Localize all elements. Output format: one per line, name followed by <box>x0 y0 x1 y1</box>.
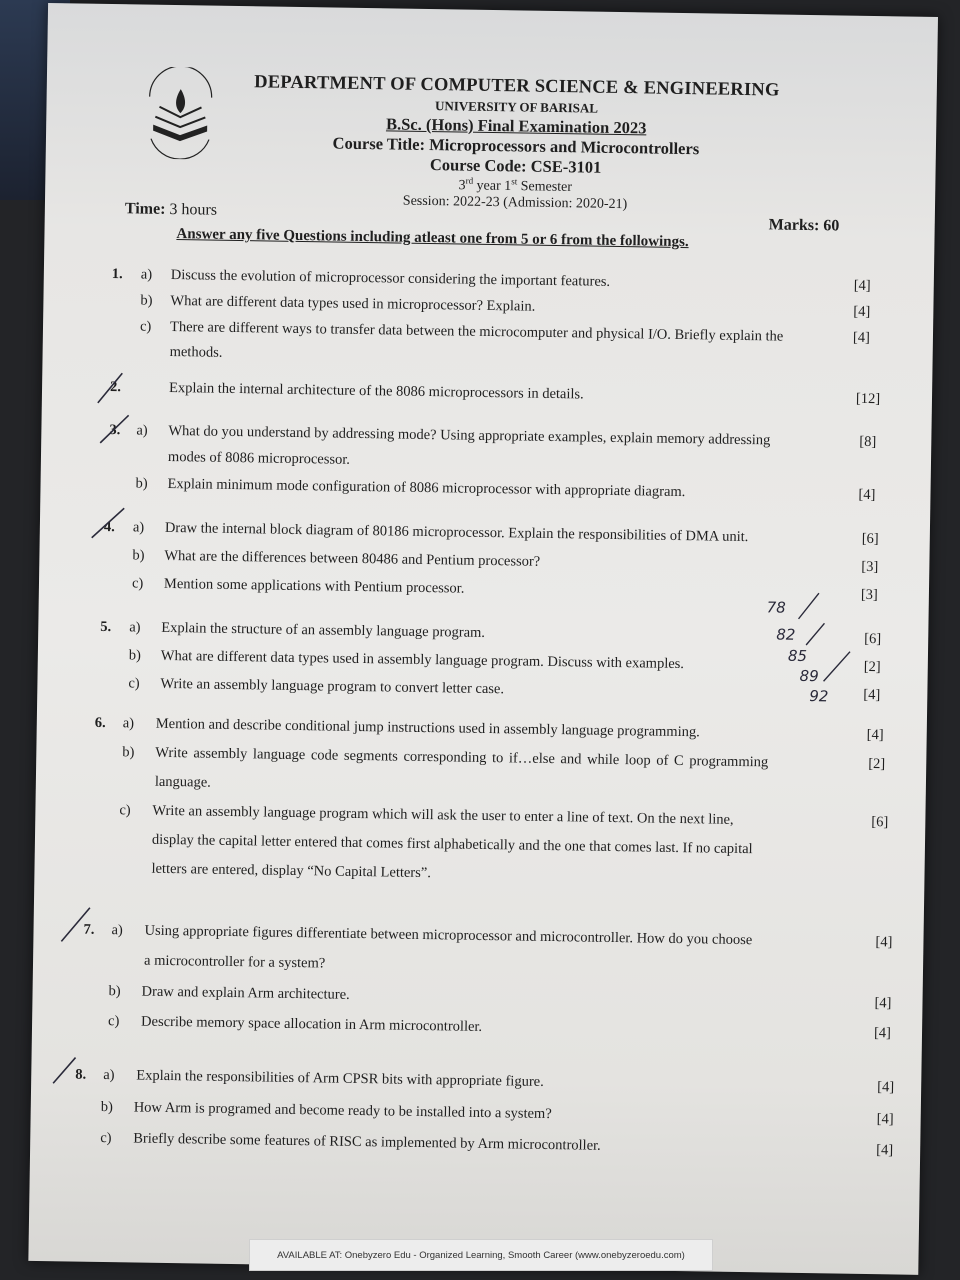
session: Session: 2022-23 (Admission: 2020-21) <box>402 193 628 212</box>
sub-label: a) <box>103 1067 115 1084</box>
sub-label: b) <box>135 475 148 492</box>
sub-label: c) <box>100 1129 112 1147</box>
sub-label: a) <box>122 715 135 732</box>
question-text: Mention some applications with Pentium processor. <box>163 575 465 597</box>
course-code: Course Code: CSE-3101 <box>429 155 602 177</box>
handwritten-tick-mark <box>55 903 100 948</box>
question-number: 1. <box>111 266 123 283</box>
question-number: 6. <box>94 714 106 732</box>
question-marks: [4] <box>866 726 884 744</box>
handwritten-note: 82 <box>776 625 796 644</box>
question-text-continued: methods. <box>169 343 223 361</box>
question-text: Using appropriate figures differentiate between microprocessor and microcontroller. How do you choose <box>144 922 753 949</box>
question-text-continued: modes of 8086 microprocessor. <box>167 448 351 468</box>
question-marks: [2] <box>868 755 886 773</box>
handwritten-tick-mark <box>96 409 137 450</box>
university-logo <box>141 66 220 159</box>
question-number: 7. <box>83 921 95 938</box>
question-text-continued: language. <box>154 773 211 791</box>
question-text: Draw the internal block diagram of 80186 microprocessor. Explain the responsibilities of DMA unit. <box>164 519 749 546</box>
question-text: What are the differences between 80486 and Pentium processor? <box>164 547 541 570</box>
question-marks: [4] <box>853 277 871 294</box>
sub-label: b) <box>100 1098 113 1116</box>
question-text: Explain the responsibilities of Arm CPSR bits with appropriate figure. <box>136 1067 544 1090</box>
question-text: Explain the internal architecture of the 8086 microprocessors in details. <box>168 379 584 403</box>
instruction: Answer any five Questions including atleast one from 5 or 6 from the followings. <box>176 226 689 251</box>
question-number: 8. <box>75 1066 87 1083</box>
sub-label: b) <box>132 547 145 564</box>
sub-label: a) <box>111 922 123 939</box>
question-text-continued: display the capital letter entered that comes first alphabetically and the one that comes last. If no capital <box>151 831 753 858</box>
sub-label: b) <box>122 744 135 761</box>
question-text: Write an assembly language program which will ask the user to enter a line of text. On the next line, <box>152 802 734 828</box>
question-text: There are different ways to transfer data between the microcomputer and physical I/O. Briefly explain the <box>169 318 784 345</box>
sub-label: c) <box>131 575 144 592</box>
question-marks: [4] <box>853 303 871 320</box>
question-text: How Arm is programed and become ready to be installed into a system? <box>133 1099 552 1123</box>
question-text: Write assembly language code segments corresponding to if…else and while loop of C programming <box>155 744 769 771</box>
handwritten-score-notes <box>757 584 869 706</box>
sub-label: b) <box>128 647 142 664</box>
question-number: 2. <box>109 379 122 396</box>
sub-label: c) <box>107 1013 120 1030</box>
question-marks: [4] <box>852 329 870 346</box>
sub-label: a) <box>132 519 145 536</box>
question-marks: [4] <box>858 486 876 504</box>
sub-label: c) <box>128 675 140 692</box>
sub-label: b) <box>140 292 153 309</box>
question-marks: [4] <box>874 995 892 1012</box>
question-text-continued: a microcontroller for a system? <box>143 952 326 972</box>
exam-header <box>215 72 817 216</box>
question-marks: [6] <box>864 630 882 648</box>
question-number: 4. <box>103 518 115 536</box>
semester: 3rd year 1st Semester <box>458 175 573 195</box>
question-text: Describe memory space allocation in Arm microcontroller. <box>140 1013 483 1035</box>
question-text: Mention and describe conditional jump instructions used in assembly language programming. <box>155 715 700 741</box>
question-marks: [12] <box>855 390 881 408</box>
question-marks: [4] <box>863 686 881 704</box>
question-marks: [6] <box>871 814 889 831</box>
exam-paper <box>28 3 938 1275</box>
question-text: Write an assembly language program to convert letter case. <box>160 675 505 698</box>
question-text: Draw and explain Arm architecture. <box>141 983 350 1003</box>
handwritten-note: 85 <box>787 646 808 666</box>
handwritten-note: 92 <box>809 687 829 706</box>
question-number: 5. <box>100 618 112 636</box>
question-text: What do you understand by addressing mode? Using appropriate examples, explain memory addressing <box>168 422 771 449</box>
question-text-continued: letters are entered, display “No Capital Letters”. <box>151 860 432 882</box>
question-text: What are different data types used in assembly language program. Discuss with examples. <box>160 647 685 673</box>
course-title: Course Title: Microprocessors and Microcontrollers <box>332 133 700 159</box>
question-marks: [4] <box>875 934 893 951</box>
question-marks: [3] <box>860 586 878 604</box>
department-name: DEPARTMENT OF COMPUTER SCIENCE & ENGINEERING <box>254 72 780 101</box>
exam-name: B.Sc. (Hons) Final Examination 2023 <box>385 114 647 138</box>
sub-label: c) <box>139 318 152 335</box>
question-text: What are different data types used in microprocessor? Explain. <box>170 292 536 315</box>
total-marks: Marks: 60 <box>768 216 840 235</box>
question-marks: [4] <box>876 1111 894 1128</box>
question-text: Discuss the evolution of microprocessor considering the important features. <box>170 266 611 290</box>
sub-label: a) <box>129 619 141 636</box>
question-marks: [6] <box>861 530 879 548</box>
question-text: Briefly describe some features of RISC as implemented by Arm microcontroller. <box>133 1130 601 1154</box>
question-number: 3. <box>109 422 121 439</box>
watermark-footer: AVAILABLE AT: Onebyzero Edu - Organized Learning, Smooth Career (www.onebyzeroedu.com) <box>249 1239 713 1271</box>
sub-label: b) <box>108 983 121 1000</box>
university-name: UNIVERSITY OF BARISAL <box>434 98 599 116</box>
question-text: Explain minimum mode configuration of 8086 microprocessor with appropriate diagram. <box>167 475 686 501</box>
question-text: Explain the structure of an assembly language program. <box>161 619 486 641</box>
time-allowed: Time: 3 hours <box>124 200 218 219</box>
question-marks: [8] <box>859 433 877 451</box>
handwritten-note: 89 <box>799 666 819 686</box>
question-marks: [2] <box>863 658 881 676</box>
handwritten-note: 78 <box>766 598 786 617</box>
sub-label: c) <box>119 802 131 819</box>
question-marks: [4] <box>873 1025 892 1042</box>
handwritten-tick-mark <box>92 369 133 410</box>
handwritten-tick-mark <box>88 504 133 545</box>
question-marks: [4] <box>876 1142 894 1159</box>
sub-label: a) <box>136 422 148 439</box>
sub-label: a) <box>140 266 153 283</box>
question-marks: [4] <box>877 1079 895 1096</box>
handwritten-tick-mark <box>49 1049 90 1090</box>
question-marks: [3] <box>861 558 879 576</box>
